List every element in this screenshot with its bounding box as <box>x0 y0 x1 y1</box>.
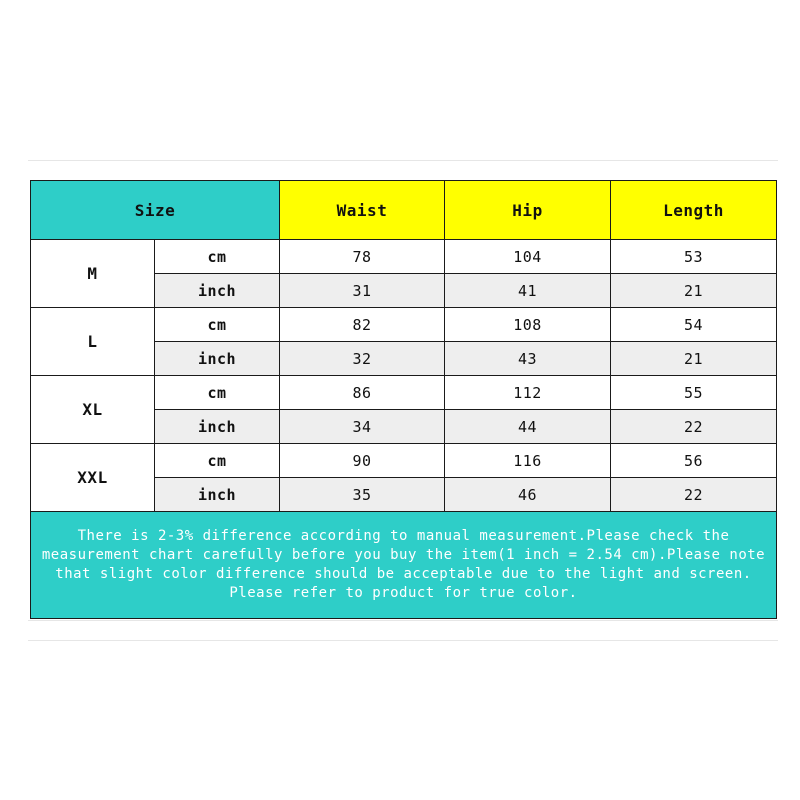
unit-cell: inch <box>155 274 280 308</box>
unit-cell: cm <box>155 240 280 274</box>
length-cell: 21 <box>611 274 777 308</box>
unit-cell: inch <box>155 478 280 512</box>
note-row <box>31 512 777 619</box>
waist-cell: 31 <box>280 274 445 308</box>
waist-cell: 82 <box>280 308 445 342</box>
grid-line-bottom <box>28 620 778 621</box>
note-line: There is 2-3% difference according to manual measurement.Please check the <box>77 528 730 544</box>
length-cell: 22 <box>611 410 777 444</box>
hip-cell: 104 <box>445 240 611 274</box>
length-cell: 21 <box>611 342 777 376</box>
note-line: Please refer to product for true color. <box>229 585 578 601</box>
length-cell: 56 <box>611 444 777 478</box>
waist-cell: 78 <box>280 240 445 274</box>
hip-cell: 41 <box>445 274 611 308</box>
note-line: measurement chart carefully before you buy the item(1 inch = 2.54 cm).Please note <box>41 547 766 563</box>
hip-header: Hip <box>445 181 611 240</box>
waist-header: Waist <box>280 181 445 240</box>
waist-cell: 90 <box>280 444 445 478</box>
waist-cell: 86 <box>280 376 445 410</box>
waist-cell: 34 <box>280 410 445 444</box>
length-cell: 54 <box>611 308 777 342</box>
size-table <box>30 180 777 619</box>
waist-cell: 35 <box>280 478 445 512</box>
note-line: that slight color difference should be acceptable due to the light and screen. <box>55 566 752 582</box>
unit-cell: cm <box>155 444 280 478</box>
table-row <box>31 376 777 410</box>
unit-cell: cm <box>155 376 280 410</box>
waist-cell: 32 <box>280 342 445 376</box>
table-row <box>31 240 777 274</box>
size-name-cell: M <box>31 240 155 308</box>
measurement-note <box>31 512 777 619</box>
length-cell: 53 <box>611 240 777 274</box>
size-chart <box>30 180 776 620</box>
unit-cell: inch <box>155 342 280 376</box>
grid-line-bottom-2 <box>28 640 778 641</box>
size-name-cell: L <box>31 308 155 376</box>
length-cell: 22 <box>611 478 777 512</box>
size-name-cell: XXL <box>31 444 155 512</box>
grid-line-top <box>28 160 778 161</box>
length-cell: 55 <box>611 376 777 410</box>
size-header: Size <box>31 181 280 240</box>
length-header: Length <box>611 181 777 240</box>
size-name-cell: XL <box>31 376 155 444</box>
unit-cell: inch <box>155 410 280 444</box>
table-row <box>31 444 777 478</box>
hip-cell: 43 <box>445 342 611 376</box>
hip-cell: 44 <box>445 410 611 444</box>
hip-cell: 116 <box>445 444 611 478</box>
hip-cell: 112 <box>445 376 611 410</box>
hip-cell: 46 <box>445 478 611 512</box>
hip-cell: 108 <box>445 308 611 342</box>
table-row <box>31 308 777 342</box>
table-header-row <box>31 181 777 240</box>
unit-cell: cm <box>155 308 280 342</box>
